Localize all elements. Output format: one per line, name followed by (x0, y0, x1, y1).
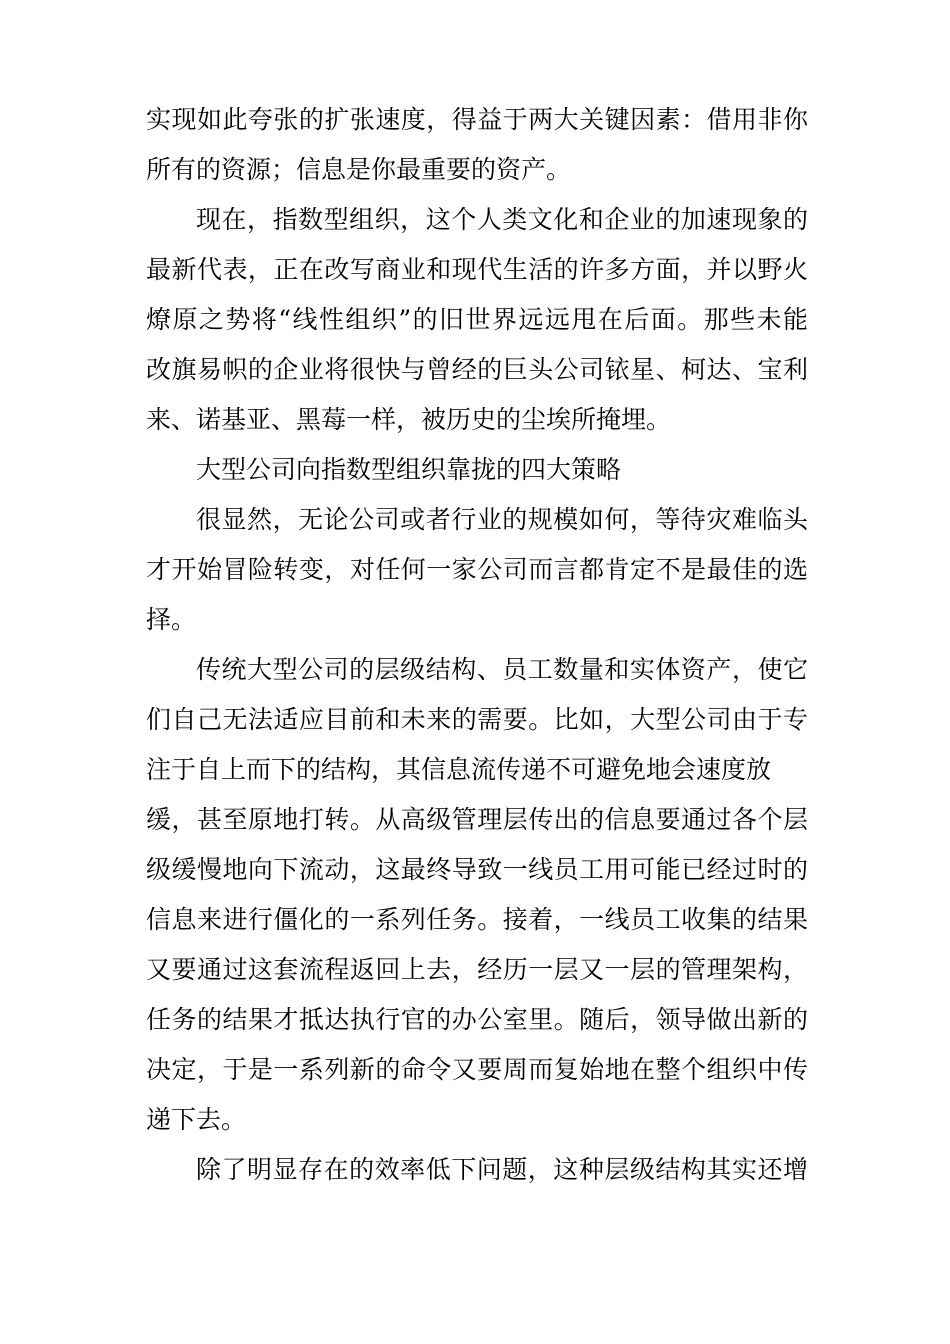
text-line: 实现如此夸张的扩张速度，得益于两大关键因素：借用非你 (146, 105, 808, 134)
text-line: 信息来进行僵化的一系列任务。接着，一线员工收集的结果 (146, 905, 808, 934)
text-line: 最新代表，正在改写商业和现代生活的许多方面，并以野火 (146, 255, 808, 284)
text-line: 级缓慢地向下流动，这最终导致一线员工用可能已经过时的 (146, 855, 808, 884)
text-line: 除了明显存在的效率低下问题，这种层级结构其实还增 (196, 1155, 808, 1184)
text-line: 择。 (146, 605, 197, 634)
text-line: 传统大型公司的层级结构、员工数量和实体资产，使它 (196, 655, 808, 684)
text-line: 来、诺基亚、黑莓一样，被历史的尘埃所掩埋。 (146, 405, 672, 434)
document-page (146, 95, 808, 1195)
text-line: 燎原之势将“线性组织”的旧世界远远甩在后面。那些未能 (146, 305, 808, 334)
section-heading: 大型公司向指数型组织靠拢的四大策略 (196, 455, 622, 484)
text-line: 缓，甚至原地打转。从高级管理层传出的信息要通过各个层 (146, 805, 808, 834)
text-line: 决定，于是一系列新的命令又要周而复始地在整个组织中传 (146, 1055, 808, 1084)
text-line: 注于自上而下的结构，其信息流传递不可避免地会速度放 (146, 755, 772, 784)
text-line: 又要通过这套流程返回上去，经历一层又一层的管理架构， (146, 955, 808, 984)
text-line: 递下去。 (146, 1105, 247, 1134)
text-line: 所有的资源；信息是你最重要的资产。 (146, 155, 572, 184)
text-line: 才开始冒险转变，对任何一家公司而言都肯定不是最佳的选 (146, 555, 808, 584)
text-line: 任务的结果才抵达执行官的办公室里。随后，领导做出新的 (146, 1005, 808, 1034)
text-line: 很显然，无论公司或者行业的规模如何，等待灾难临头 (196, 505, 808, 534)
text-line: 们自己无法适应目前和未来的需要。比如，大型公司由于专 (146, 705, 808, 734)
text-line: 现在，指数型组织，这个人类文化和企业的加速现象的 (196, 205, 808, 234)
text-line: 改旗易帜的企业将很快与曾经的巨头公司铱星、柯达、宝利 (146, 355, 808, 384)
